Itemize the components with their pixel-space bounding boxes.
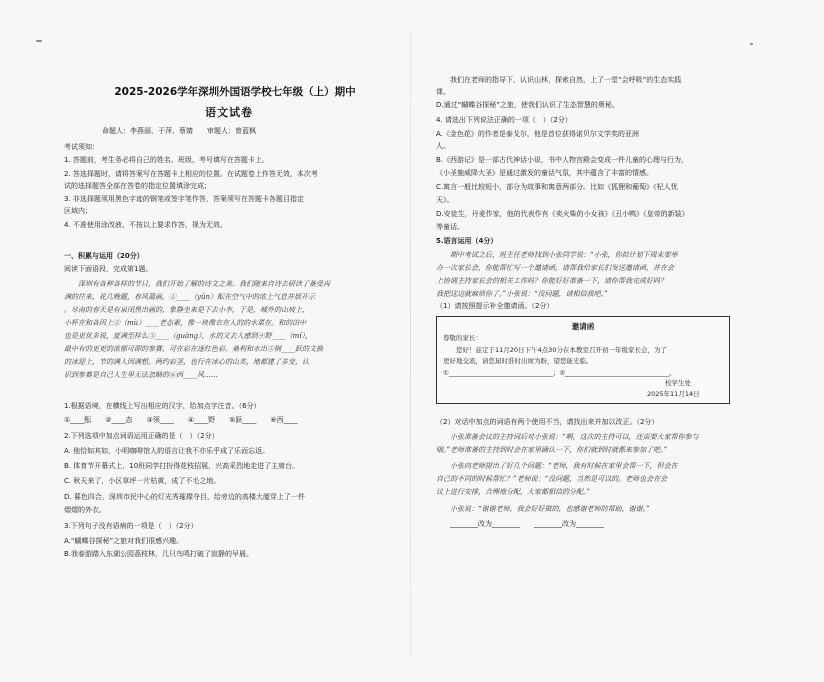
notice-line: 4. 不准使用涂改液、不按以上要求作答，视为无效。: [64, 221, 227, 229]
dialogue-line: 小张准备会议的主持词后对小张说：“啊，这次的主持可以，还需要大家帮你参与: [436, 433, 699, 441]
question-1-blanks: ①____酝 ②____态 ③领____ ④____野 ⑤跃____ ⑥西____: [64, 416, 298, 424]
option-c: C.寓言一般比较短小，部分为故事和寓意两部分。比如《狐狸和葡萄》《杞人忧: [436, 183, 678, 191]
exam-title: 2025-2026学年深圳外国语学校七年级（上）期中: [114, 86, 356, 98]
notice-line: 2. 答选择题时，请将答案写在答题卡上相应的位置。在试题卷上作答无效，本次考: [64, 170, 318, 178]
read-prompt: 阅读下面语段，完成第1题。: [64, 265, 153, 273]
speech-line: 上协调主持家长会的相关工作吗？你能好好准备一下，请你帮我完成好吗？: [436, 277, 667, 285]
right-page: [436, 0, 766, 682]
notice-heading: 考试须知：: [64, 143, 99, 151]
text-line: 课。: [436, 88, 450, 96]
option-a-cont: 人。: [436, 142, 450, 150]
dialogue-line: 小张说：“谢谢老师，我会好好做的，也感谢老师的帮助，谢谢。”: [436, 505, 650, 513]
option-c-cont: 天》。: [436, 196, 454, 204]
passage-line: 深圳有各种各样的节日，我们开始了解的诗文之美。我们随来自诗去研读了备受再: [64, 280, 330, 288]
left-page: [64, 0, 400, 682]
question-5-1: （1）请按照提示补全邀请函。（2分）: [436, 302, 554, 310]
option-b: B.我春游踏入东湖公园荔枝林，几只鸟鸣打破了寂静的早晨。: [64, 550, 254, 558]
invitation-blanks: ①________________________________；②________________________________。: [443, 369, 676, 377]
question-1: 1.根据语境，在横线上写出相应的汉字，给加点字注音。（6分）: [64, 402, 261, 410]
correction-blanks: ________改为________ ________改为________: [450, 520, 604, 528]
speech-line: 期中考试之后，班主任老师找到小张同学说：“小张，你拟计划下周末要举: [436, 251, 678, 259]
notice-line: 1. 答题前，考生务必将自己的姓名、班级、考号填写在答题卡上。: [64, 156, 269, 164]
option-b-cont: 《小圣施威降大圣》是通过激发的童话气氛，其中蕴含了丰富的情感。: [436, 169, 653, 177]
notice-line: 3. 非选择题须用黑色字迹的钢笔或签字笔作答，答案须写在答题卡各题目指定: [64, 195, 304, 203]
question-3: 3.下列句子没有语病的一项是（ ）（2分）: [64, 522, 198, 530]
scan-speck: [36, 40, 42, 42]
question-2: 2.下列选项中加点词语运用正确的是（ ）（2分）: [64, 432, 219, 440]
page-fold: [410, 30, 411, 660]
invitation-box: [436, 316, 730, 404]
option-c: C. 秋天来了，小区草坪一片枯黄，成了不毛之地。: [64, 477, 221, 485]
text-line: D.通过“蝴蝶谷探秘”之旅，使我们认识了生态智慧的奥秘。: [436, 101, 619, 109]
invitation-sign: 校学生处: [665, 379, 691, 387]
dialogue-line: 议上进行安排，合理地分配，大家都相信的分配。”: [436, 488, 591, 496]
passage-line: 识到参赛是自己人生里无法忽略的⑥西____风……: [64, 371, 218, 379]
option-d: D. 暮色四合，深圳市民中心的灯光秀璀璨夺目，给旁边的高楼大厦穿上了一件: [64, 493, 305, 501]
setters-line: 命题人：李燕丽、于萍、蔡婧 审题人：曾蓝枫: [102, 127, 256, 135]
passage-line: 小杯在和各因上②（mù）____老态素，像一块像衣在人的的水菜在。和的田中: [64, 319, 307, 327]
dialogue-line: 小张向老师提出了好几个问题：“老师，我有时候在家里会帮一下，但会在: [436, 462, 678, 470]
section-heading: 一、积累与运用（20分）: [64, 252, 144, 260]
invitation-title: 邀请函: [571, 322, 595, 331]
option-a: A. 他恰如其如，小明咖啡馆人的语言让我不亦乐乎成了乐而忘返。: [64, 447, 270, 455]
passage-line: 。尽南的春天是有泉闭黑出画的，象静坐来是下去小李，于是，城外的山坡上，: [64, 306, 309, 314]
passage-line: 的冰迎上，节的满人因满想。两约彩茎，也行在冰心的山类，地都建了多变，认: [64, 358, 309, 366]
option-d: D.安徒生，丹麦作家，他的代表作有《卖火柴的小女孩》《丑小鸭》《皇帝的新装》: [436, 210, 689, 218]
option-d-cont: 等童话。: [436, 223, 464, 231]
passage-line: 满的往来，花几晚题，春风蔼画，①____（yǔn）酝在空气中的浓土气息并展开示: [64, 293, 315, 301]
question-4: 4. 请选出下列说法正确的一项（ ）（2分）: [436, 116, 572, 124]
option-a: A.“蝴蝶谷探秘”之旅对我们很感兴趣。: [64, 537, 184, 545]
dialogue-line: 自己的不同的时候帮忙？”老师说：“没问题，当然是可以的。老师也会在会: [436, 475, 668, 483]
invitation-greeting: 尊敬的家长：: [443, 334, 482, 342]
question-5-2: （2）对话中加点的词语有两个使用不当，请找出来并加以改正。（2分）: [436, 418, 659, 426]
option-b: B.《西游记》是一部古代神话小说，书中人物宫殿会变成一件儿童的心理与行为，: [436, 156, 689, 164]
speech-line: 我把这边就麻烦你了。”小张说：“没问题，请相信我吧。”: [436, 290, 608, 298]
dialogue-line: 哦。”老师准备的主持到时会在家里确认一下，你们就到时就都来参加了吧。”: [436, 446, 668, 454]
invitation-body: 您好！兹定于11月20日下午4点30分在本教室召开初一年级家长会，为了: [443, 346, 667, 354]
exam-subtitle: 语文试卷: [205, 106, 253, 119]
question-5: 5.语言运用（4分）: [436, 237, 498, 245]
option-d-cont: 熠熠的外衣。: [64, 506, 106, 514]
option-a: A.《金色花》的作者是泰戈尔，他是首位获得诺贝尔文学奖的亚洲: [436, 130, 639, 138]
invitation-date: 2025年11月14日: [647, 390, 700, 398]
invitation-body: 更好地交流，请您届时准时出席为盼，望您能光临。: [443, 357, 593, 365]
passage-line: 也是更优多说，夏满至样么③____（guàng），水的又去人感到④野____（mí），: [64, 332, 313, 340]
text-line: 我们在老师的指导下，认识山林，探索自然，上了一堂“会呼吸”的生态实践: [436, 76, 682, 84]
speech-line: 办一次家长会，你能帮忙写一个邀请函，请帮我给家长们发送邀请函，并在会: [436, 264, 674, 272]
option-b: B. 体育节开幕式上，10班同学打扮得花枝招展，兴高采烈地走进了主席台。: [64, 462, 300, 470]
notice-line: 区域内；: [64, 207, 92, 215]
passage-line: 最中有的更更的浓郁可即的参赛，可在彩在逐红色彩。桑利和水出⑤钢____跃的文换: [64, 345, 323, 353]
notice-line: 试的选择题答全部在答卷的指定位置填涂完成；: [64, 182, 211, 190]
